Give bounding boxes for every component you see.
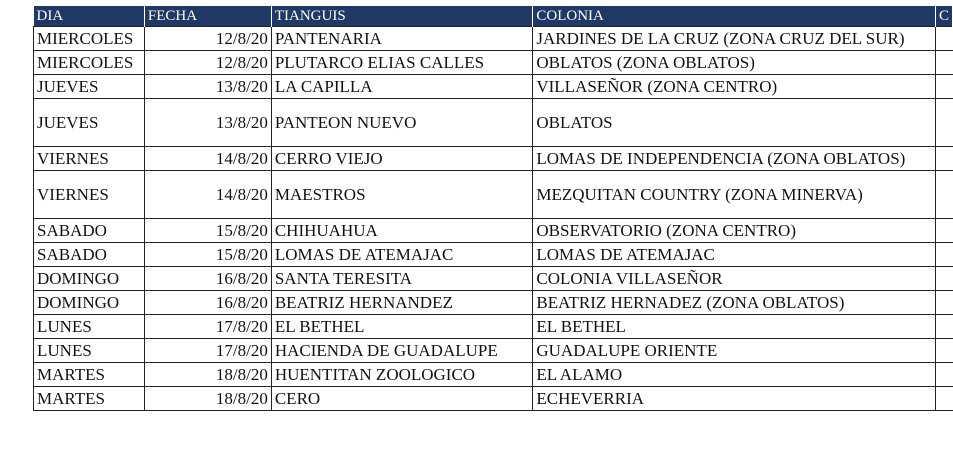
- cell-fecha[interactable]: 13/8/20: [144, 75, 271, 99]
- cell-extra[interactable]: [935, 339, 952, 363]
- header-dia[interactable]: DIA: [34, 6, 145, 27]
- cell-tianguis[interactable]: MAESTROS: [271, 171, 533, 219]
- table-row: [34, 363, 953, 387]
- cell-extra[interactable]: [935, 219, 952, 243]
- header-extra[interactable]: C: [935, 6, 952, 27]
- cell-tianguis[interactable]: PLUTARCO ELIAS CALLES: [271, 51, 533, 75]
- cell-extra[interactable]: [935, 267, 952, 291]
- cell-colonia[interactable]: VILLASEÑOR (ZONA CENTRO): [533, 75, 936, 99]
- header-row: [34, 6, 953, 27]
- cell-colonia[interactable]: COLONIA VILLASEÑOR: [533, 267, 936, 291]
- spreadsheet-table-container: [33, 6, 953, 411]
- cell-tianguis[interactable]: PANTEON NUEVO: [271, 99, 533, 147]
- table-row: [34, 75, 953, 99]
- cell-dia[interactable]: VIERNES: [34, 147, 145, 171]
- cell-dia[interactable]: DOMINGO: [34, 291, 145, 315]
- table-row: [34, 99, 953, 147]
- cell-fecha[interactable]: 15/8/20: [144, 219, 271, 243]
- cell-tianguis[interactable]: CERO: [271, 387, 533, 411]
- cell-tianguis[interactable]: CERRO VIEJO: [271, 147, 533, 171]
- cell-colonia[interactable]: LOMAS DE ATEMAJAC: [533, 243, 936, 267]
- tianguis-schedule-table: [33, 6, 953, 411]
- table-row: [34, 27, 953, 51]
- cell-colonia[interactable]: OBLATOS (ZONA OBLATOS): [533, 51, 936, 75]
- table-row: [34, 243, 953, 267]
- cell-dia[interactable]: DOMINGO: [34, 267, 145, 291]
- cell-tianguis[interactable]: PANTENARIA: [271, 27, 533, 51]
- table-row: [34, 315, 953, 339]
- cell-tianguis[interactable]: BEATRIZ HERNANDEZ: [271, 291, 533, 315]
- cell-colonia[interactable]: JARDINES DE LA CRUZ (ZONA CRUZ DEL SUR): [533, 27, 936, 51]
- cell-extra[interactable]: [935, 75, 952, 99]
- cell-extra[interactable]: [935, 99, 952, 147]
- cell-extra[interactable]: [935, 243, 952, 267]
- cell-colonia[interactable]: OBLATOS: [533, 99, 936, 147]
- cell-dia[interactable]: VIERNES: [34, 171, 145, 219]
- cell-extra[interactable]: [935, 315, 952, 339]
- cell-fecha[interactable]: 18/8/20: [144, 387, 271, 411]
- cell-tianguis[interactable]: EL BETHEL: [271, 315, 533, 339]
- cell-extra[interactable]: [935, 51, 952, 75]
- cell-tianguis[interactable]: LOMAS DE ATEMAJAC: [271, 243, 533, 267]
- cell-dia[interactable]: MIERCOLES: [34, 51, 145, 75]
- cell-extra[interactable]: [935, 147, 952, 171]
- cell-fecha[interactable]: 14/8/20: [144, 171, 271, 219]
- cell-colonia[interactable]: MEZQUITAN COUNTRY (ZONA MINERVA): [533, 171, 936, 219]
- cell-fecha[interactable]: 16/8/20: [144, 291, 271, 315]
- cell-dia[interactable]: JUEVES: [34, 75, 145, 99]
- cell-colonia[interactable]: ECHEVERRIA: [533, 387, 936, 411]
- cell-dia[interactable]: SABADO: [34, 219, 145, 243]
- cell-dia[interactable]: MARTES: [34, 387, 145, 411]
- cell-colonia[interactable]: EL ALAMO: [533, 363, 936, 387]
- table-row: [34, 219, 953, 243]
- cell-colonia[interactable]: BEATRIZ HERNADEZ (ZONA OBLATOS): [533, 291, 936, 315]
- cell-dia[interactable]: LUNES: [34, 339, 145, 363]
- cell-colonia[interactable]: EL BETHEL: [533, 315, 936, 339]
- header-fecha[interactable]: FECHA: [144, 6, 271, 27]
- table-row: [34, 387, 953, 411]
- table-row: [34, 267, 953, 291]
- table-row: [34, 339, 953, 363]
- cell-fecha[interactable]: 13/8/20: [144, 99, 271, 147]
- cell-fecha[interactable]: 17/8/20: [144, 339, 271, 363]
- cell-tianguis[interactable]: LA CAPILLA: [271, 75, 533, 99]
- cell-dia[interactable]: LUNES: [34, 315, 145, 339]
- header-tianguis[interactable]: TIANGUIS: [271, 6, 533, 27]
- table-row: [34, 147, 953, 171]
- cell-colonia[interactable]: LOMAS DE INDEPENDENCIA (ZONA OBLATOS): [533, 147, 936, 171]
- table-row: [34, 171, 953, 219]
- cell-fecha[interactable]: 15/8/20: [144, 243, 271, 267]
- cell-dia[interactable]: JUEVES: [34, 99, 145, 147]
- cell-fecha[interactable]: 12/8/20: [144, 51, 271, 75]
- cell-dia[interactable]: MIERCOLES: [34, 27, 145, 51]
- cell-tianguis[interactable]: SANTA TERESITA: [271, 267, 533, 291]
- cell-tianguis[interactable]: HACIENDA DE GUADALUPE: [271, 339, 533, 363]
- header-colonia[interactable]: COLONIA: [533, 6, 936, 27]
- cell-tianguis[interactable]: HUENTITAN ZOOLOGICO: [271, 363, 533, 387]
- cell-fecha[interactable]: 17/8/20: [144, 315, 271, 339]
- table-row: [34, 291, 953, 315]
- cell-colonia[interactable]: GUADALUPE ORIENTE: [533, 339, 936, 363]
- cell-extra[interactable]: [935, 27, 952, 51]
- cell-fecha[interactable]: 18/8/20: [144, 363, 271, 387]
- cell-extra[interactable]: [935, 291, 952, 315]
- cell-colonia[interactable]: OBSERVATORIO (ZONA CENTRO): [533, 219, 936, 243]
- cell-fecha[interactable]: 12/8/20: [144, 27, 271, 51]
- cell-dia[interactable]: MARTES: [34, 363, 145, 387]
- table-row: [34, 51, 953, 75]
- cell-extra[interactable]: [935, 387, 952, 411]
- cell-extra[interactable]: [935, 363, 952, 387]
- cell-fecha[interactable]: 16/8/20: [144, 267, 271, 291]
- cell-extra[interactable]: [935, 171, 952, 219]
- cell-dia[interactable]: SABADO: [34, 243, 145, 267]
- cell-fecha[interactable]: 14/8/20: [144, 147, 271, 171]
- cell-tianguis[interactable]: CHIHUAHUA: [271, 219, 533, 243]
